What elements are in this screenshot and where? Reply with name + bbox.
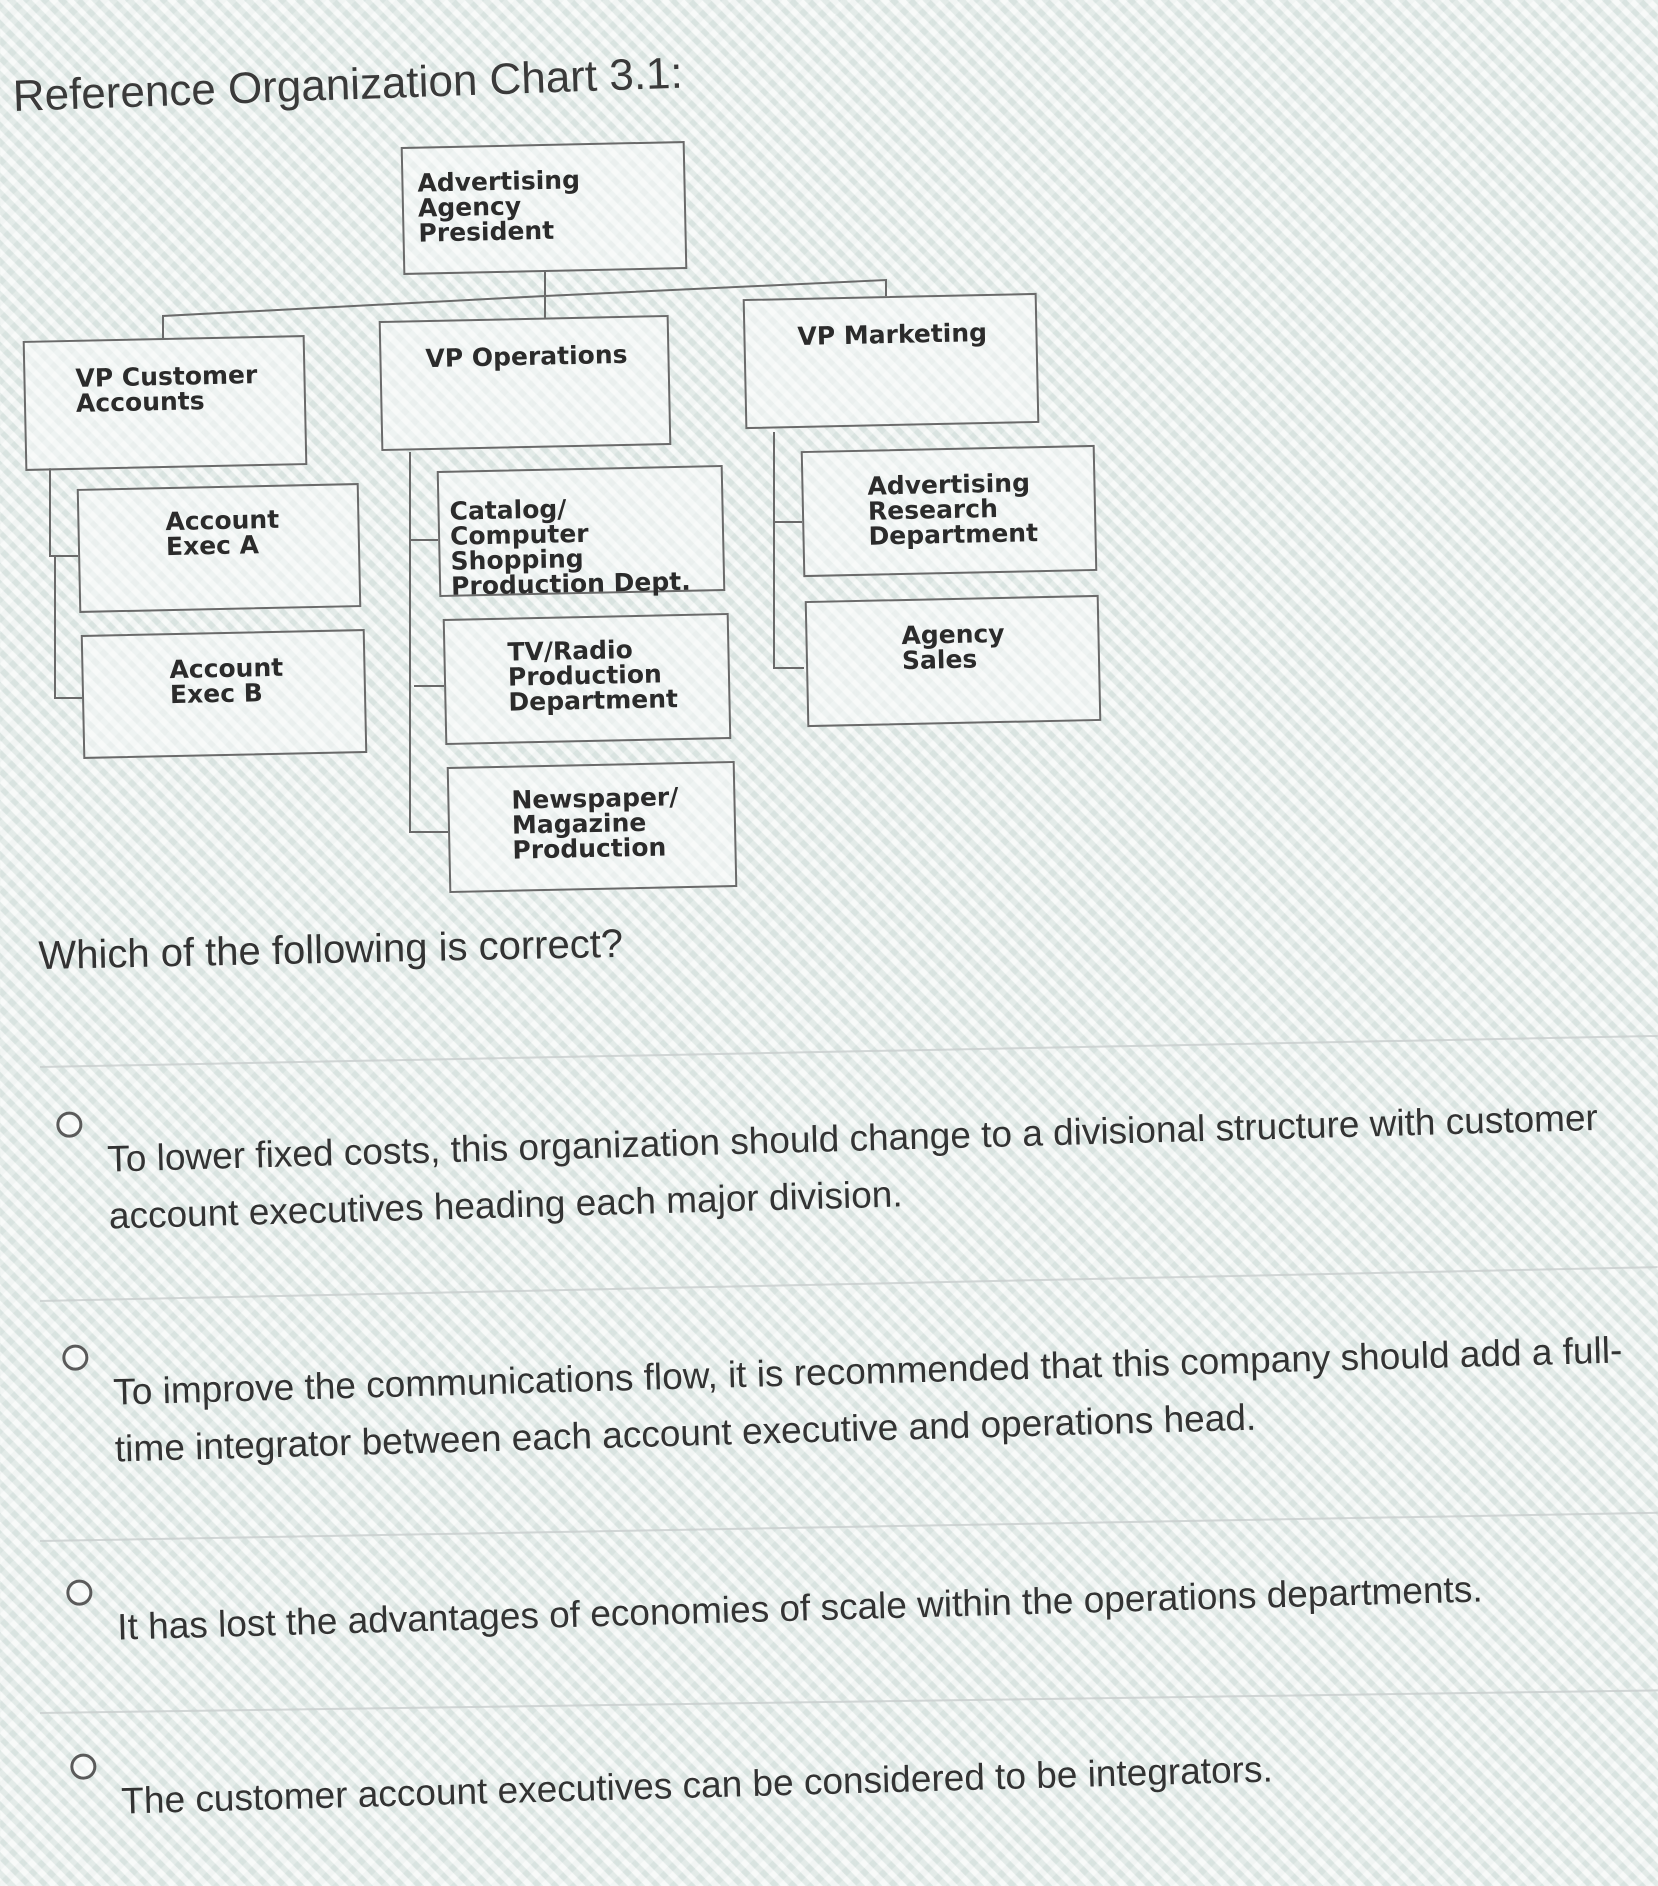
question-text: Which of the following is correct? bbox=[38, 921, 624, 978]
org-box-vp-customer-accounts bbox=[23, 335, 308, 471]
org-box-account-exec-a bbox=[77, 483, 362, 613]
org-box-label: VP Customer Accounts bbox=[75, 360, 258, 418]
org-box-president bbox=[401, 141, 688, 275]
org-box-label: TV/Radio Production Department bbox=[507, 635, 679, 717]
divider bbox=[40, 1689, 1658, 1714]
radio-button[interactable] bbox=[70, 1753, 97, 1780]
org-box-label: VP Operations bbox=[425, 339, 628, 374]
org-box-newspaper-magazine-production bbox=[447, 761, 738, 893]
org-box-label: Advertising Research Department bbox=[867, 468, 1039, 551]
divider bbox=[40, 1035, 1658, 1068]
org-box-agency-sales bbox=[805, 595, 1102, 727]
org-box-label: Catalog/ Computer Shopping Production Dept. bbox=[449, 494, 691, 601]
connector-line bbox=[50, 468, 78, 556]
org-box-label: Account Exec B bbox=[169, 652, 284, 710]
org-box-label: Agency Sales bbox=[901, 618, 1005, 676]
org-box-advertising-research bbox=[801, 445, 1098, 577]
org-box-account-exec-b bbox=[81, 629, 368, 759]
org-box-tv-radio-production bbox=[443, 613, 732, 745]
radio-button[interactable] bbox=[62, 1344, 89, 1371]
org-box-label: Advertising Agency President bbox=[417, 165, 581, 248]
org-box-label: VP Marketing bbox=[797, 317, 988, 351]
radio-button[interactable] bbox=[56, 1111, 83, 1138]
org-chart bbox=[0, 0, 1658, 900]
org-box-vp-operations bbox=[379, 315, 672, 451]
radio-button[interactable] bbox=[66, 1579, 93, 1606]
org-box-catalog-production bbox=[437, 465, 726, 601]
page-title: Reference Organization Chart 3.1: bbox=[12, 48, 684, 121]
divider bbox=[40, 1266, 1658, 1302]
org-box-label: Newspaper/ Magazine Production bbox=[511, 782, 679, 865]
org-box-vp-marketing bbox=[743, 293, 1040, 429]
answer-option-label: To lower fixed costs, this organization should change to a divisional structure with customer account executives heading each major division. bbox=[106, 1096, 1599, 1237]
connector-line bbox=[774, 432, 804, 668]
answer-option-label: The customer account executives can be considered to be integrators. bbox=[120, 1748, 1274, 1822]
answer-option-label: To improve the communications flow, it is recommended that this company should add a full-time integrator between each account executive and operations head. bbox=[112, 1329, 1623, 1470]
org-box-label: Account Exec A bbox=[165, 504, 280, 562]
answer-option-label: It has lost the advantages of economies of scale within the operations departments. bbox=[116, 1568, 1484, 1648]
divider bbox=[40, 1512, 1658, 1542]
